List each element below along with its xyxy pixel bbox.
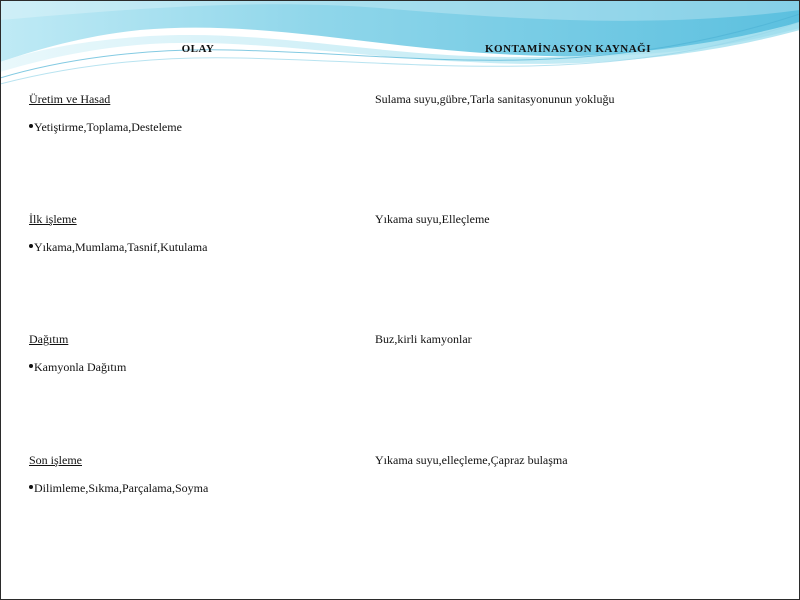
event-detail-text: Yıkama,Mumlama,Tasnif,Kutulama (34, 240, 208, 254)
event-detail-text: Yetiştirme,Toplama,Desteleme (34, 120, 182, 134)
table-row (29, 453, 359, 496)
table-row (29, 212, 359, 255)
event-title: İlk işleme (29, 212, 77, 226)
contamination-source: Buz,kirli kamyonlar (375, 332, 472, 346)
event-title: Üretim ve Hasad (29, 92, 111, 106)
bullet-icon (29, 244, 33, 248)
table-row (29, 92, 359, 135)
event-detail-text: Dilimleme,Sıkma,Parçalama,Soyma (34, 481, 209, 495)
event-detail (29, 240, 359, 255)
event-detail-text: Kamyonla Dağıtım (34, 360, 127, 374)
contamination-source: Yıkama suyu,Elleçleme (375, 212, 490, 226)
event-title: Dağıtım (29, 332, 69, 346)
column-header-event: OLAY (181, 43, 215, 55)
contamination-source: Sulama suyu,gübre,Tarla sanitasyonunun yokluğu (375, 92, 615, 106)
bullet-icon (29, 485, 33, 489)
event-detail (29, 120, 359, 135)
bullet-icon (29, 124, 33, 128)
column-header-source: KONTAMİNASYON KAYNAĞI (484, 43, 652, 55)
bullet-icon (29, 364, 33, 368)
event-detail (29, 360, 359, 375)
contamination-source: Yıkama suyu,elleçleme,Çapraz bulaşma (375, 453, 568, 467)
event-title: Son işleme (29, 453, 82, 467)
table-row (29, 332, 359, 375)
event-detail (29, 481, 359, 496)
